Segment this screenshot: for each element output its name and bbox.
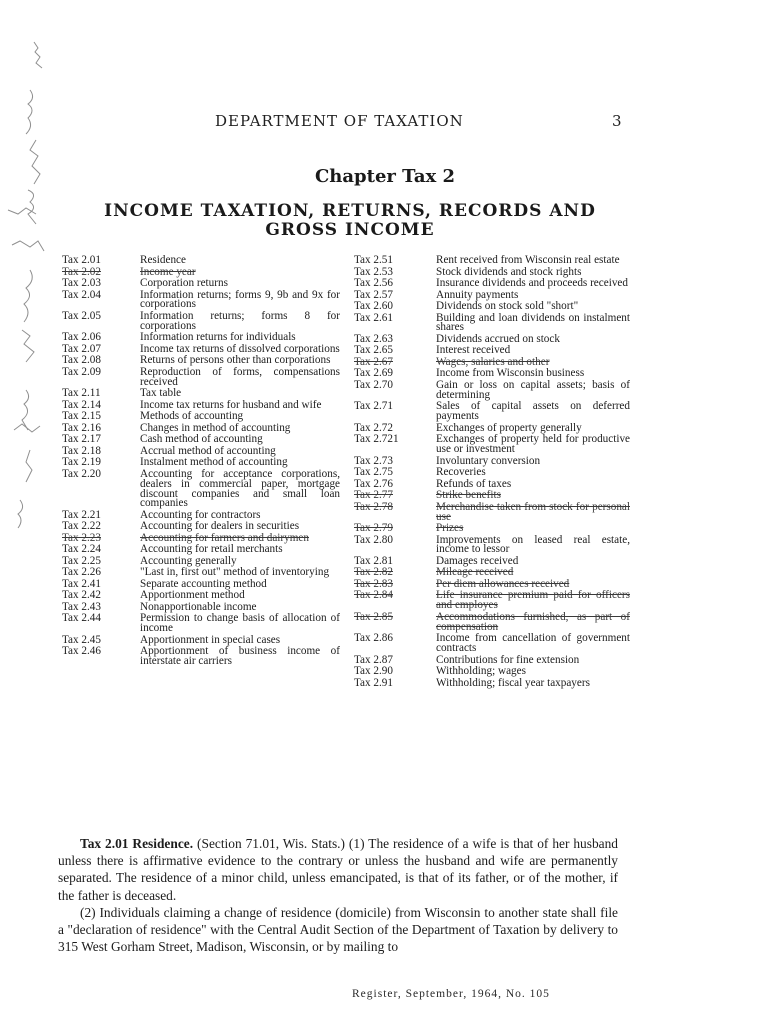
toc-section-title: Per diem allowances received bbox=[436, 577, 570, 590]
toc-section-title: Refunds of taxes bbox=[436, 477, 512, 490]
toc-entry bbox=[354, 468, 630, 478]
toc-entry bbox=[62, 600, 340, 613]
toc-section-title: Withholding; wages bbox=[436, 665, 526, 678]
toc-section-title: Exchanges of property held for productive use or investment bbox=[436, 433, 630, 456]
toc-section-number: Tax 2.85 bbox=[354, 610, 393, 623]
toc-entry bbox=[62, 365, 340, 388]
toc-section-number: Tax 2.41 bbox=[62, 577, 101, 590]
toc-section-title: Apportionment of business income of interstate air carriers bbox=[140, 645, 340, 668]
toc-section-number: Tax 2.02 bbox=[62, 265, 101, 278]
toc-section-number: Tax 2.77 bbox=[354, 489, 393, 502]
toc-entry bbox=[62, 522, 340, 532]
toc-section-number: Tax 2.56 bbox=[354, 277, 393, 289]
toc-section-title: Separate accounting method bbox=[140, 577, 267, 590]
toc-entry bbox=[62, 342, 340, 355]
paragraph-2: (2) Individuals claiming a change of residence (domicile) from Wisconsin to another state shall file a "declaration of residence" with the Central Audit Section of the Department of Taxation by delivery to 315 West Gorham Street, Madison, Wisconsin, or by mailing to bbox=[58, 904, 618, 955]
toc-section-number: Tax 2.71 bbox=[354, 400, 393, 413]
toc-section-title: Exchanges of property generally bbox=[436, 421, 582, 434]
toc-section-title: Recoveries bbox=[436, 466, 486, 479]
toc-section-title: Gain or loss on capital assets; basis of determining bbox=[436, 378, 630, 401]
toc-section-number: Tax 2.20 bbox=[62, 467, 101, 480]
paragraph-1-text: (Section 71.01, Wis. Stats.) (1) The residence of a wife is that of her husband unless there is affirmative evidence to the contrary or unless the husband and wife are permanently separated. The residence of a minor child, unless emancipated, is that of its father, or of the mother, if the father is deceased. bbox=[58, 836, 618, 903]
toc-section-title: Wages, salaries and other bbox=[436, 355, 550, 368]
toc-entry bbox=[354, 591, 630, 611]
toc-section-title: Accommodations furnished, as part of compensation bbox=[436, 610, 630, 633]
toc-section-title: Accounting for acceptance corporations, dealers in commercial paper, mortgage discount companies and small loan companies bbox=[140, 467, 340, 510]
toc-section-number: Tax 2.83 bbox=[354, 577, 393, 590]
toc-section-number: Tax 2.87 bbox=[354, 653, 393, 666]
toc-entry bbox=[62, 591, 340, 601]
toc-section-number: Tax 2.78 bbox=[354, 500, 393, 513]
toc-entry bbox=[354, 355, 630, 368]
toc-entry bbox=[354, 421, 630, 434]
toc-section-title: Information returns; forms 9, 9b and 9x for corporations bbox=[140, 288, 340, 311]
toc-section-number: Tax 2.79 bbox=[354, 522, 393, 535]
toc-section-title: Damages received bbox=[436, 554, 519, 567]
toc-section-number: Tax 2.07 bbox=[62, 342, 101, 355]
toc-section-number: Tax 2.60 bbox=[354, 300, 393, 312]
toc-section-number: Tax 2.721 bbox=[354, 433, 399, 446]
toc-entry bbox=[354, 477, 630, 490]
toc-section-number: Tax 2.19 bbox=[62, 456, 101, 469]
toc-section-number: Tax 2.46 bbox=[62, 645, 101, 658]
toc-section-number: Tax 2.63 bbox=[354, 332, 393, 345]
toc-section-title: Cash method of accounting bbox=[140, 433, 263, 446]
toc-entry bbox=[62, 309, 340, 332]
toc-entry bbox=[354, 332, 630, 345]
toc-section-number: Tax 2.14 bbox=[62, 398, 101, 411]
toc-section-number: Tax 2.16 bbox=[62, 421, 101, 434]
toc-entry bbox=[62, 288, 340, 311]
toc-entry bbox=[354, 435, 630, 455]
toc-section-title: Permission to change basis of allocation of income bbox=[140, 612, 340, 635]
toc-section-number: Tax 2.91 bbox=[354, 676, 393, 689]
toc-section-title: Dividends on stock sold "short" bbox=[436, 300, 579, 312]
toc-section-number: Tax 2.86 bbox=[354, 632, 393, 645]
toc-section-title: Accrual method of accounting bbox=[140, 444, 276, 457]
toc-entry bbox=[62, 545, 340, 555]
toc-section-title: Income tax returns of dissolved corporations bbox=[140, 342, 340, 355]
section-heading: Tax 2.01 Residence. bbox=[80, 836, 194, 851]
toc-section-number: Tax 2.09 bbox=[62, 365, 101, 378]
toc-section-title: Instalment method of accounting bbox=[140, 456, 288, 469]
toc-section-title: Returns of persons other than corporations bbox=[140, 354, 331, 367]
toc-section-title: Income from Wisconsin business bbox=[436, 367, 585, 380]
toc-section-number: Tax 2.04 bbox=[62, 288, 101, 301]
toc-section-number: Tax 2.45 bbox=[62, 633, 101, 646]
toc-section-title: Changes in method of accounting bbox=[140, 421, 291, 434]
chapter-heading: Chapter Tax 2 bbox=[314, 166, 456, 187]
toc-section-title: Improvements on leased real estate, income to lessor bbox=[436, 533, 630, 556]
toc-entry bbox=[62, 647, 340, 667]
toc-entry bbox=[62, 554, 340, 567]
toc-entry bbox=[354, 402, 630, 422]
toc-section-title: Dividends accrued on stock bbox=[436, 332, 560, 345]
toc-section-title: Sales of capital assets on deferred payments bbox=[436, 400, 630, 423]
toc-section-title: "Last in, first out" method of inventorying bbox=[140, 566, 330, 579]
toc-section-title: Residence bbox=[140, 254, 186, 266]
handwritten-margin-notes bbox=[0, 30, 70, 550]
toc-entry bbox=[62, 435, 340, 445]
toc-section-title: Strike benefits bbox=[436, 489, 501, 502]
toc-entry bbox=[62, 412, 340, 422]
toc-section-title: Accounting for farmers and dairymen bbox=[140, 531, 309, 544]
toc-section-title: Tax table bbox=[140, 387, 182, 400]
toc-section-number: Tax 2.01 bbox=[62, 254, 101, 266]
toc-section-number: Tax 2.82 bbox=[354, 566, 393, 579]
toc-section-number: Tax 2.22 bbox=[62, 520, 101, 533]
toc-entry bbox=[354, 524, 630, 534]
toc-entry bbox=[62, 256, 340, 266]
toc-section-number: Tax 2.53 bbox=[354, 265, 393, 278]
toc-entry bbox=[354, 346, 630, 356]
toc-section-number: Tax 2.24 bbox=[62, 543, 101, 556]
chapter-title: INCOME TAXATION, RETURNS, RECORDS AND GROSS INCOME bbox=[104, 201, 596, 240]
toc-section-title: Nonapportionable income bbox=[140, 600, 257, 613]
toc-section-number: Tax 2.42 bbox=[62, 589, 101, 602]
toc-entry bbox=[354, 288, 630, 301]
toc-section-title: Rent received from Wisconsin real estate bbox=[436, 254, 620, 266]
toc-entry bbox=[354, 265, 630, 278]
toc-entry bbox=[354, 568, 630, 578]
toc-section-number: Tax 2.26 bbox=[62, 566, 101, 579]
toc-entry bbox=[354, 256, 630, 266]
toc-entry bbox=[62, 279, 340, 289]
toc-section-title: Reproduction of forms, compensations received bbox=[140, 365, 340, 388]
toc-section-number: Tax 2.51 bbox=[354, 254, 393, 266]
toc-entry bbox=[354, 454, 630, 467]
toc-entry bbox=[62, 398, 340, 411]
register-footer: Register, September, 1964, No. 105 bbox=[352, 988, 550, 1000]
toc-section-number: Tax 2.81 bbox=[354, 554, 393, 567]
toc-section-title: Insurance dividends and proceeds received bbox=[436, 277, 628, 289]
toc-section-number: Tax 2.21 bbox=[62, 508, 101, 521]
toc-entry bbox=[354, 311, 630, 334]
running-header-title: DEPARTMENT OF TAXATION bbox=[215, 112, 464, 130]
toc-entry bbox=[62, 265, 340, 278]
toc-section-number: Tax 2.25 bbox=[62, 554, 101, 567]
toc-entry bbox=[354, 378, 630, 401]
toc-section-number: Tax 2.69 bbox=[354, 367, 393, 380]
toc-section-number: Tax 2.15 bbox=[62, 410, 101, 423]
toc-entry bbox=[354, 500, 630, 523]
toc-section-number: Tax 2.72 bbox=[354, 421, 393, 434]
toc-section-title: Methods of accounting bbox=[140, 410, 244, 423]
toc-entry bbox=[62, 333, 340, 343]
paragraph-1 bbox=[58, 835, 618, 904]
toc-entry bbox=[62, 467, 340, 510]
toc-section-title: Accounting for dealers in securities bbox=[140, 520, 300, 533]
toc-section-number: Tax 2.70 bbox=[354, 378, 393, 391]
toc-entry bbox=[62, 389, 340, 399]
toc-section-title: Apportionment method bbox=[140, 589, 245, 602]
toc-section-title: Income tax returns for husband and wife bbox=[140, 398, 322, 411]
toc-entry bbox=[62, 356, 340, 366]
toc-section-title: Information returns for individuals bbox=[140, 331, 296, 344]
toc-section-number: Tax 2.43 bbox=[62, 600, 101, 613]
page-number: 3 bbox=[612, 112, 622, 130]
toc-section-number: Tax 2.84 bbox=[354, 589, 393, 602]
toc-section-number: Tax 2.75 bbox=[354, 466, 393, 479]
toc-section-title: Building and loan dividends on instalment shares bbox=[436, 311, 630, 334]
toc-section-number: Tax 2.05 bbox=[62, 309, 101, 322]
toc-section-number: Tax 2.23 bbox=[62, 531, 101, 544]
toc-section-number: Tax 2.44 bbox=[62, 612, 101, 625]
toc-section-title: Accounting for contractors bbox=[140, 508, 261, 521]
toc-entry bbox=[62, 531, 340, 544]
toc-entry bbox=[62, 508, 340, 521]
toc-entry bbox=[354, 369, 630, 379]
toc-section-title: Contributions for fine extension bbox=[436, 653, 580, 666]
toc-section-title: Accounting generally bbox=[140, 554, 237, 567]
toc-entry bbox=[354, 667, 630, 677]
toc-section-number: Tax 2.65 bbox=[354, 344, 393, 357]
toc-section-title: Corporation returns bbox=[140, 277, 228, 289]
toc-entry bbox=[354, 577, 630, 590]
toc-entry bbox=[62, 458, 340, 468]
toc-left-column bbox=[62, 256, 340, 669]
body-text bbox=[58, 835, 618, 955]
toc-section-title: Income from cancellation of government contracts bbox=[436, 632, 630, 655]
toc-entry bbox=[354, 554, 630, 567]
toc-entry bbox=[62, 421, 340, 434]
toc-entry bbox=[354, 676, 630, 689]
toc-entry bbox=[354, 491, 630, 501]
toc-section-number: Tax 2.06 bbox=[62, 331, 101, 344]
toc-section-number: Tax 2.18 bbox=[62, 444, 101, 457]
toc-section-number: Tax 2.90 bbox=[354, 665, 393, 678]
toc-section-number: Tax 2.73 bbox=[354, 454, 393, 467]
toc-section-title: Stock dividends and stock rights bbox=[436, 265, 582, 278]
toc-section-title: Interest received bbox=[436, 344, 511, 357]
toc-entry bbox=[62, 577, 340, 590]
toc-section-title: Annuity payments bbox=[436, 288, 519, 301]
toc-entry bbox=[62, 444, 340, 457]
toc-section-number: Tax 2.11 bbox=[62, 387, 101, 400]
toc-section-number: Tax 2.61 bbox=[354, 311, 393, 324]
toc-entry bbox=[354, 279, 630, 289]
toc-entry bbox=[62, 614, 340, 634]
toc-section-title: Withholding; fiscal year taxpayers bbox=[436, 676, 590, 689]
toc-entry bbox=[62, 633, 340, 646]
toc-section-title: Involuntary conversion bbox=[436, 454, 541, 467]
toc-section-title: Apportionment in special cases bbox=[140, 633, 281, 646]
toc-right-column bbox=[354, 256, 630, 690]
toc-entry bbox=[354, 610, 630, 633]
toc-entry bbox=[354, 302, 630, 312]
toc-section-number: Tax 2.67 bbox=[354, 355, 393, 368]
toc-section-title: Information returns; forms 8 for corporations bbox=[140, 309, 340, 332]
toc-section-title: Mileage received bbox=[436, 566, 514, 579]
toc-entry bbox=[354, 653, 630, 666]
toc-section-title: Merchandise taken from stock for personal use bbox=[436, 500, 630, 523]
toc-section-title: Income year bbox=[140, 265, 196, 278]
toc-section-title: Accounting for retail merchants bbox=[140, 543, 283, 556]
toc-section-number: Tax 2.03 bbox=[62, 277, 101, 289]
toc-entry bbox=[354, 634, 630, 654]
toc-section-number: Tax 2.76 bbox=[354, 477, 393, 490]
toc-entry bbox=[354, 533, 630, 556]
toc-section-title: Life insurance premium paid for officers and employes bbox=[436, 589, 630, 612]
toc-section-number: Tax 2.80 bbox=[354, 533, 393, 546]
toc-entry bbox=[62, 568, 340, 578]
toc-section-title: Prizes bbox=[436, 522, 464, 535]
toc-section-number: Tax 2.17 bbox=[62, 433, 101, 446]
toc-section-number: Tax 2.08 bbox=[62, 354, 101, 367]
toc-section-number: Tax 2.57 bbox=[354, 288, 393, 301]
